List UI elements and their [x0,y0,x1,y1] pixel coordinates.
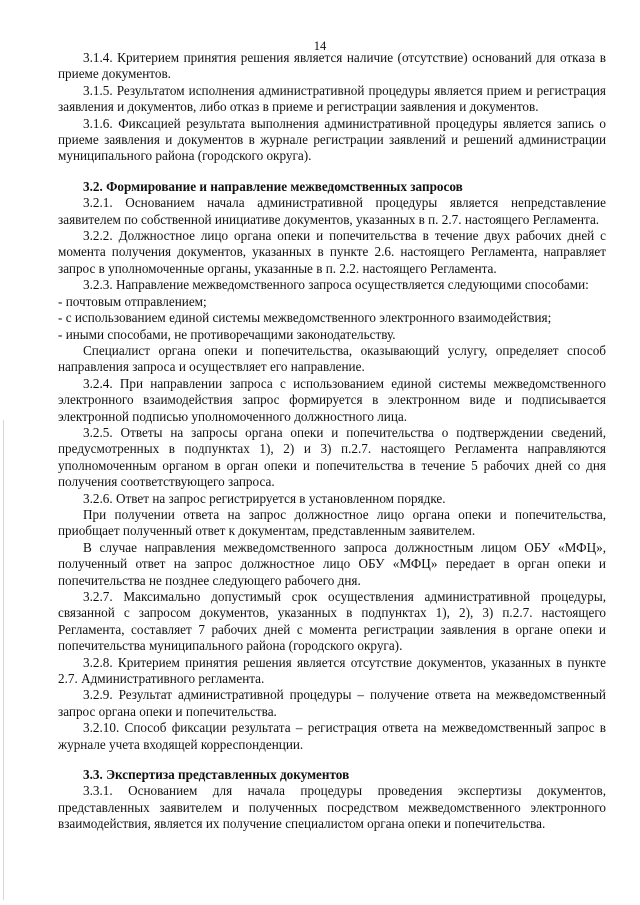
paragraph-3-1-6: 3.1.6. Фиксацией результата выполнения административной процедуры является запись о приеме заявления и документов в журнале регистрации заявлений и решений администрации муниципального района (городского округа). [58,115,606,164]
section-3-2-heading: 3.2. Формирование и направление межведомственных запросов [83,178,463,194]
list-item-post: - почтовым отправлением; [58,293,207,309]
paragraph-3-3-1: 3.3.1. Основанием для начала процедуры проведения экспертизы документов, представленных заявителем и полученных посредством межведомственного электронного взаимодействия, является их получение специалистом органа опеки и попечительства. [58,783,606,832]
paragraph-3-1-5: 3.1.5. Результатом исполнения административной процедуры является прием и регистрация заявления и документов, либо отказ в приеме и регистрации заявления и документов. [58,82,606,115]
paragraph-3-2-2: 3.2.2. Должностное лицо органа опеки и попечительства в течение двух рабочих дней с момента получения документов, указанных в пункте 2.6. настоящего Регламента, направляет запрос в уполномоченные органы, указанные в п. 2.2. настоящего Регламента. [58,228,606,276]
paragraph-specialist: Специалист органа опеки и попечительства, оказывающий услугу, определяет способ направления запроса и осуществляет его направление. [58,342,606,375]
paragraph-3-2-10: 3.2.10. Способ фиксации результата – регистрация ответа на межведомственный запрос в журнале учета входящей корреспонденции. [58,720,606,752]
paragraph-3-2-3: 3.2.3. Направление межведомственного запроса осуществляется следующими способами: [83,277,589,293]
list-item-other: - иными способами, не противоречащими законодательству. [58,326,396,342]
paragraph-3-2-4: 3.2.4. При направлении запроса с использованием единой системы межведомственного электронного взаимодействия запрос формируется в электронном виде и подписывается электронной подписью уполномоченного должностного лица. [58,375,606,424]
paragraph-3-2-9: 3.2.9. Результат административной процедуры – получение ответа на межведомственный запрос органа опеки и попечительства. [58,687,606,719]
paragraph-3-2-7: 3.2.7. Максимально допустимый срок осуществления административной процедуры, связанной с запросом документов, указанных в подпунктах 1), 2), 3) п.2.7. настоящего Регламента, составляет 7 рабочих дней с момента регистрации заявления в органе опеки и попечительства муниципального района (городского округа). [58,589,606,654]
paragraph-3-2-1: 3.2.1. Основанием начала административной процедуры является непредставление заявителем по собственной инициативе документов, указанных в п. 2.7. настоящего Регламента. [58,195,606,227]
paragraph-3-2-6: 3.2.6. Ответ на запрос регистрируется в установленном порядке. [83,490,446,506]
page-number: 14 [313,39,327,53]
paragraph-3-1-4: 3.1.4. Критерием принятия решения является наличие (отсутствие) оснований для отказа в приеме документов. [58,50,606,82]
paragraph-3-2-5: 3.2.5. Ответы на запросы органа опеки и попечительства о подтверждении сведений, предусмотренных в подпунктах 1), 2) и 3) п.2.7. настоящего Регламента направляются уполномоченным органом в орган опеки и попечительства в течение 5 рабочих дней со дня получения соответствующего запроса. [58,424,606,490]
paragraph-mfc: В случае направления межведомственного запроса должностным лицом ОБУ «МФЦ», полученный ответ на запрос должностное лицо ОБУ «МФЦ» передает в орган опеки и попечительства не позднее следующего рабочего дня. [58,539,606,588]
section-3-3-heading: 3.3. Экспертиза представленных документов [83,767,350,783]
paragraph-receipt: При получении ответа на запрос должностное лицо органа опеки и попечительства, приобщает полученный ответ к документам, представленным заявителем. [58,506,606,539]
page-body [58,50,606,833]
scan-edge-line [3,420,4,900]
paragraph-3-2-8: 3.2.8. Критерием принятия решения является отсутствие документов, указанных в пункте 2.7. Административного регламента. [58,654,606,687]
list-item-electronic: - с использованием единой системы межведомственного электронного взаимодействия; [58,310,552,326]
